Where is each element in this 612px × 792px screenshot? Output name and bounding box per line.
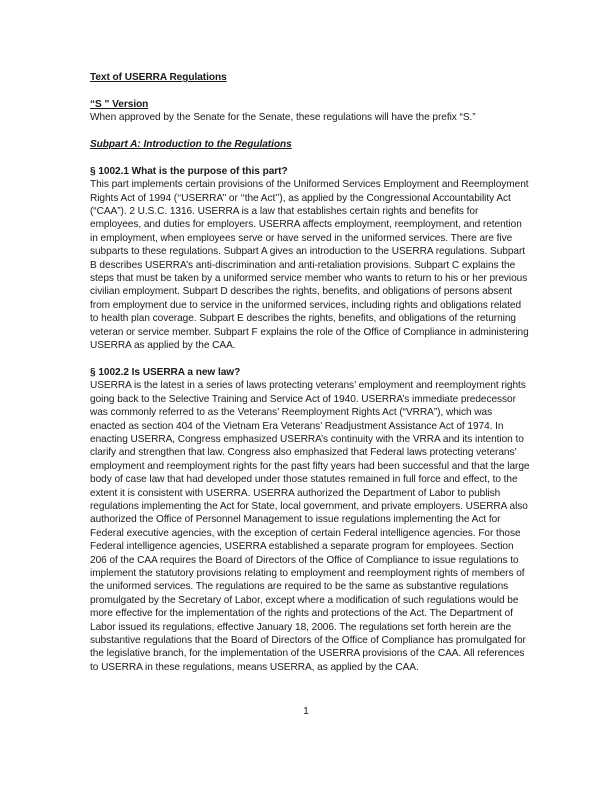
section-body: USERRA is the latest in a series of laws protecting veterans’ employment and reemployment rights going back to the Selective Training and Service Act of 1940. USERRA’s immediate predecessor was commonly referred to as the Veterans’ Reemployment Rights Act (“VRRA”), which was enacted as section 404 of the Vietnam Era Veterans’ Readjustment Assistance Act of 1974. In enacting USERRA, Congress emphasized USERRA’s continuity with the VRRA and its intention to clarify and strengthen that law. Congress also emphasized that Federal laws protecting veterans’ employment and reemployment rights for the past fifty years had been successful and that the large body of case law that had developed under those statutes remained in full force and effect, to the extent it is consistent with USERRA. USERRA authorized the Department of Labor to publish regulations implementing the Act for State, local government, and private employers. USERRA also authorized the Office of Personnel Management to issue regulations implementing the Act for Federal executive agencies, with the exception of certain Federal intelligence agencies. For those Federal intelligence agencies, USERRA established a separate program for employees. Section 206 of the CAA requires the Board of Directors of the Office of Compliance to issue regulations to implement the statutory provisions relating to employment and reemployment rights of members of the uniformed services. The regulations are required to be the same as substantive regulations promulgated by the Secretary of Labor, except where a modification of such regulations would be more effective for the implementation of the rights and protections of the Act. The Department of Labor issued its regulations, effective January 18, 2006. The regulations set forth herein are the substantive regulations that the Board of Directors of the Office of Compliance has promulgated for the legislative branch, for the implementation of the USERRA provisions of the CAA. All references to USERRA in these regulations, means USERRA, as applied by the CAA.	[90, 380, 530, 673]
document-page	[90, 71, 530, 674]
version-text: When approved by the Senate for the Senate, these regulations will have the prefix “S.”	[90, 112, 476, 124]
version-heading: “S ” Version	[90, 98, 149, 110]
subpart-heading: Subpart A: Introduction to the Regulations	[90, 139, 292, 150]
document-title: Text of USERRA Regulations	[90, 72, 227, 83]
page-number: 1	[303, 706, 309, 717]
section-heading: § 1002.1 What is the purpose of this part?	[90, 165, 288, 177]
section-heading: § 1002.2 Is USERRA a new law?	[90, 366, 241, 378]
section-body: This part implements certain provisions of the Uniformed Services Employment and Reemployment Rights Act of 1994 (‘‘USERRA’’ or ‘‘the Act’’), as applied by the Congressional Accountability Act (“CAA”). 2 U.S.C. 1316. USERRA is a law that establishes certain rights and benefits for employees, and duties for employers. USERRA affects employment, reemployment, and retention in employment, when employees serve or have served in the uniformed services. There are five subparts to these regulations. Subpart A gives an introduction to the USERRA regulations. Subpart B describes USERRA’s anti-discrimination and anti-retaliation provisions. Subpart C explains the steps that must be taken by a uniformed service member who wants to return to his or her previous civilian employment. Subpart D describes the rights, benefits, and obligations of persons absent from employment due to service in the uniformed services, including rights and obligations related to health plan coverage. Subpart E describes the rights, benefits, and obligations of the returning veteran or service member. Subpart F explains the role of the Office of Compliance in administering USERRA as applied by the CAA.	[90, 179, 529, 352]
